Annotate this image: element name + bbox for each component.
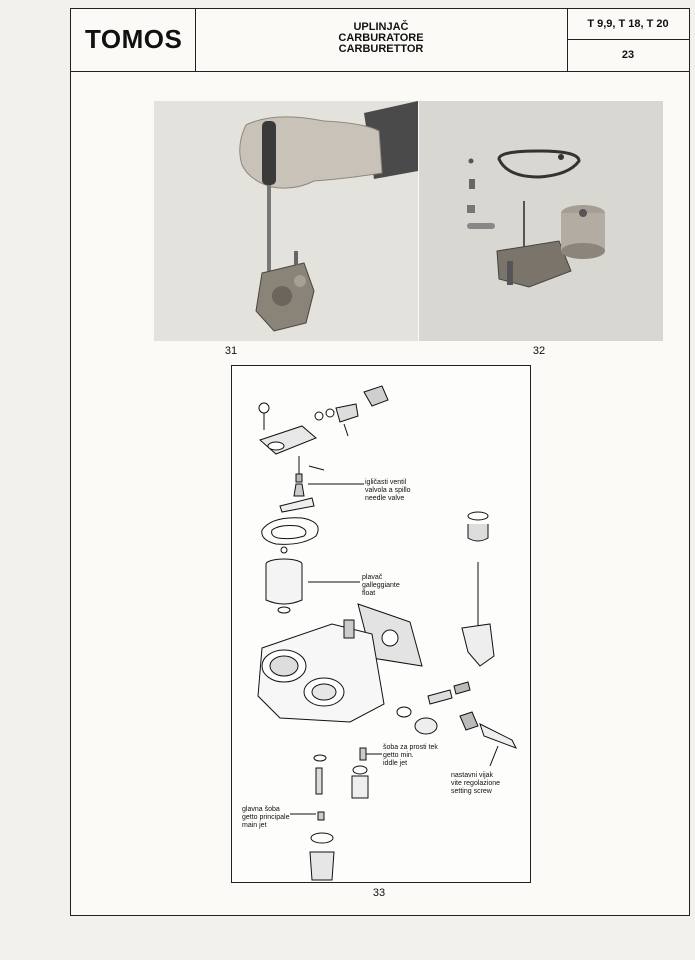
label-needle-valve xyxy=(365,479,411,503)
title-cell xyxy=(195,9,568,71)
label-float-en: float xyxy=(362,590,376,597)
model-cell xyxy=(567,9,689,71)
title-slovenian: UPLINJAČ xyxy=(353,21,409,33)
exploded-view-drawing xyxy=(232,366,530,882)
manual-page xyxy=(70,8,690,916)
label-needle-valve-en: needle valve xyxy=(365,495,405,502)
label-float-si: plavač xyxy=(362,574,383,581)
title-english: CARBURETTOR xyxy=(338,43,424,55)
logo-cell xyxy=(71,9,196,71)
model-codes: T 9,9, T 18, T 20 xyxy=(567,9,689,40)
label-setting-screw-it: vite regolazione xyxy=(451,780,501,787)
label-main-jet-it: getto principale xyxy=(242,814,290,821)
label-setting-screw-si: nastavni vijak xyxy=(451,772,494,779)
figure-number-32: 32 xyxy=(532,345,546,357)
label-main-jet xyxy=(242,806,289,830)
label-float-it: galleggiante xyxy=(362,582,400,589)
page-header xyxy=(71,9,689,72)
label-setting-screw xyxy=(451,772,500,796)
label-idle-jet-it: getto min. xyxy=(383,752,414,759)
title-italian: CARBURATORE xyxy=(338,32,424,44)
label-needle-valve-si: igličasti ventil xyxy=(365,479,407,486)
label-main-jet-si: glavna šoba xyxy=(242,806,280,813)
photo-carburettor-parts xyxy=(419,101,663,341)
label-idle-jet xyxy=(383,744,438,768)
exploded-carburettor-diagram xyxy=(231,365,531,883)
label-main-jet-en: main jet xyxy=(242,822,267,829)
figure-number-33: 33 xyxy=(372,887,386,899)
label-setting-screw-en: setting screw xyxy=(451,788,492,795)
label-float xyxy=(362,574,400,598)
label-idle-jet-si: šoba za prosti tek xyxy=(383,744,438,751)
label-idle-jet-en: iddle jet xyxy=(383,760,408,767)
page-number: 23 xyxy=(621,49,635,61)
brand-logo: TOMOS xyxy=(85,24,183,54)
label-needle-valve-it: valvola a spillo xyxy=(365,487,411,494)
photo-carburettor-hand xyxy=(154,101,418,341)
figure-number-31: 31 xyxy=(224,345,238,357)
